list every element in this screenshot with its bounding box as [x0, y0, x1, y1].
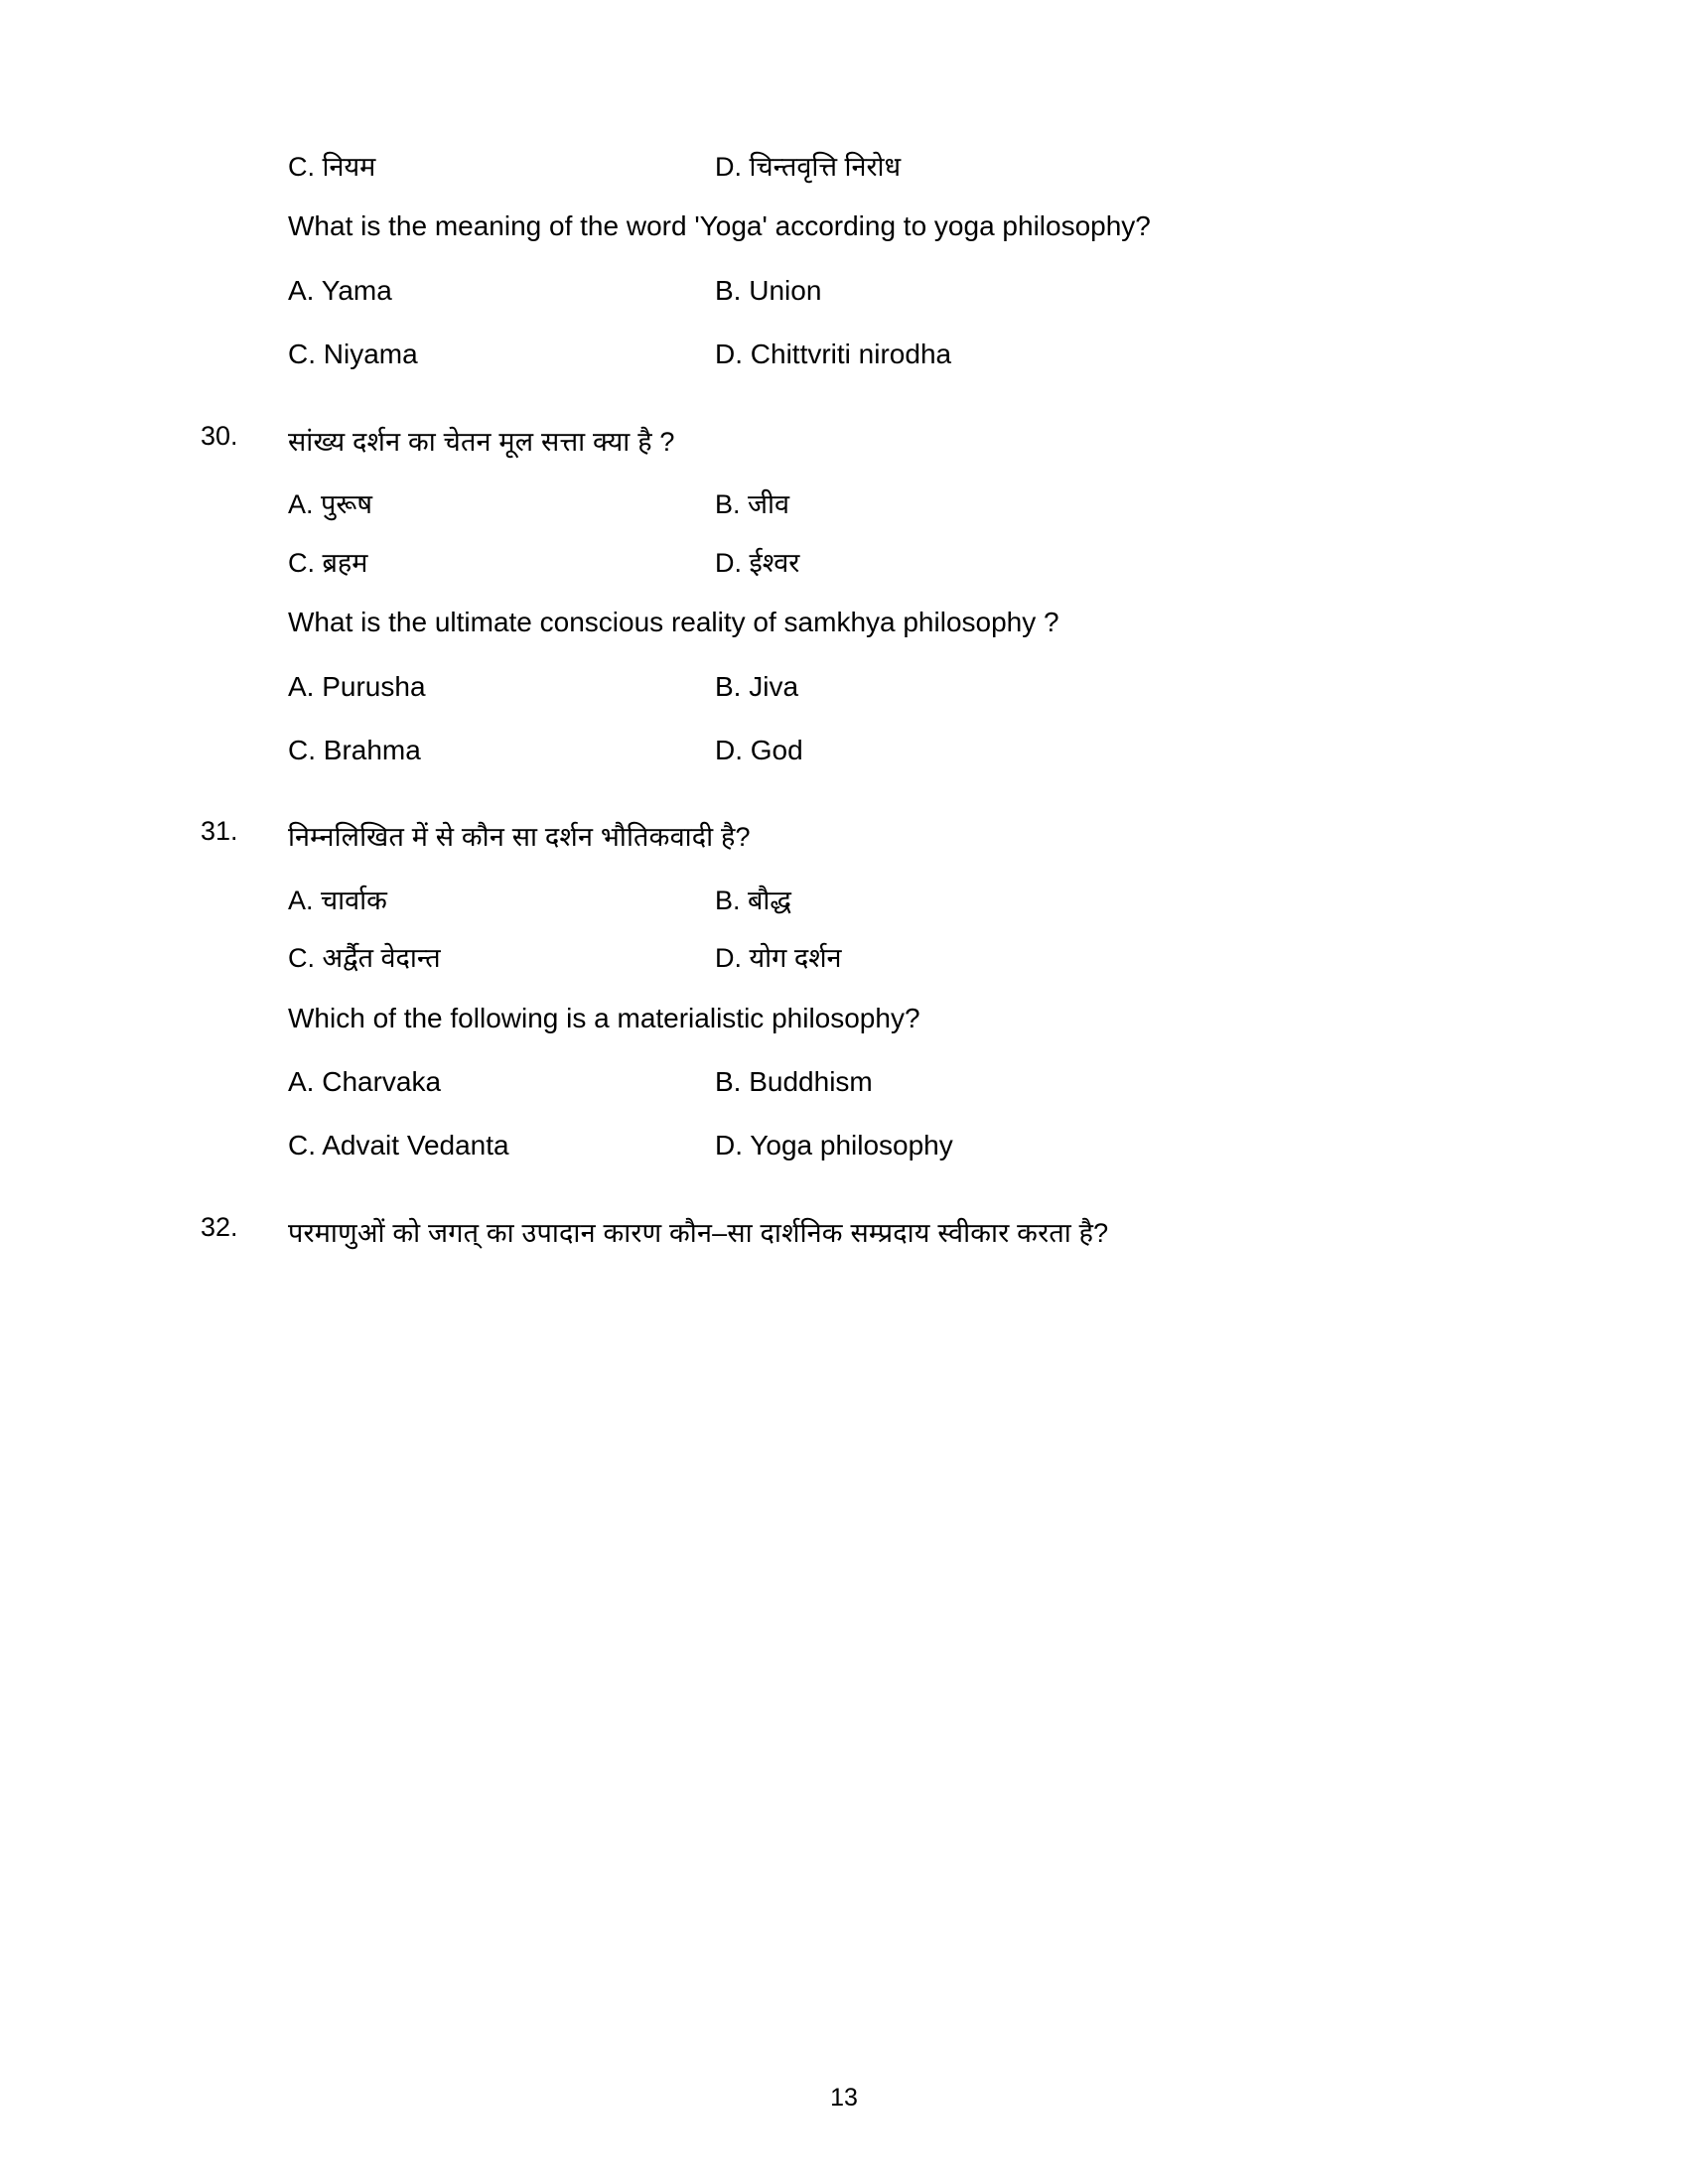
option-b: B. Union	[715, 275, 822, 307]
question-stem-english: Which of the following is a materialistic philosophy?	[288, 1002, 920, 1033]
section-spacer	[288, 399, 1489, 423]
option-c: C. Niyama	[288, 338, 418, 369]
question-31	[201, 816, 1489, 1164]
option-d: D. Chittvriti nirodha	[715, 338, 952, 369]
option-b: B. जीव	[715, 489, 790, 520]
question-number: 32.	[201, 1211, 238, 1242]
section-spacer	[288, 794, 1489, 818]
option-c: C. अर्द्वैत वेदान्त	[288, 943, 441, 974]
question-30	[201, 420, 1489, 769]
question-stem-hindi: निम्नलिखित में से कौन सा दर्शन भौतिकवादी है?	[288, 822, 751, 853]
option-row-ab-hindi	[288, 486, 1489, 522]
option-row-ab-english	[288, 272, 1489, 310]
question-number: 30.	[201, 420, 238, 451]
option-row-cd-hindi	[288, 940, 1489, 976]
section-spacer	[288, 1190, 1489, 1214]
option-row-cd-english	[288, 732, 1489, 769]
option-row-cd-hindi	[288, 545, 1489, 581]
option-d: D. योग दर्शन	[715, 943, 842, 974]
question-stem-hindi: परमाणुओं को जगत् का उपादान कारण कौन–सा दार्शनिक सम्प्रदाय स्वीकार करता है?	[288, 1217, 1109, 1248]
option-b: B. Jiva	[715, 670, 799, 702]
option-a: A. चार्वाक	[288, 885, 387, 915]
option-a: A. पुरूष	[288, 489, 372, 520]
question-stem-english: What is the ultimate conscious reality of samkhya philosophy ?	[288, 606, 1059, 637]
option-a: A. Yama	[288, 275, 392, 307]
option-d: D. ईश्वर	[715, 547, 800, 578]
option-d: D. Yoga philosophy	[715, 1130, 953, 1161]
option-row-cd	[288, 149, 1489, 185]
option-c: C. Advait Vedanta	[288, 1130, 509, 1161]
option-c: C. Brahma	[288, 734, 421, 765]
question-stem-hindi: सांख्य दर्शन का चेतन मूल सत्ता क्या है ?	[288, 426, 675, 457]
question-number: 31.	[201, 816, 238, 847]
question-stem-english: What is the meaning of the word 'Yoga' according to yoga philosophy?	[288, 210, 1151, 242]
page-number: 13	[830, 2084, 858, 2112]
option-d: D. God	[715, 734, 803, 765]
option-row-ab-english	[288, 668, 1489, 706]
option-d: D. चिन्तवृत्ति निरोध	[715, 152, 902, 182]
option-b: B. बौद्ध	[715, 885, 791, 915]
option-a: A. Charvaka	[288, 1066, 442, 1098]
continued-question-block	[288, 149, 1489, 373]
option-a: A. Purusha	[288, 670, 426, 702]
option-b: B. Buddhism	[715, 1066, 873, 1098]
option-row-cd-english	[288, 336, 1489, 373]
option-c: C. ब्रहम	[288, 547, 368, 578]
option-row-cd-english	[288, 1127, 1489, 1164]
option-row-ab-english	[288, 1063, 1489, 1101]
option-c: C. नियम	[288, 152, 376, 182]
option-row-ab-hindi	[288, 883, 1489, 918]
question-32	[201, 1211, 1489, 1252]
